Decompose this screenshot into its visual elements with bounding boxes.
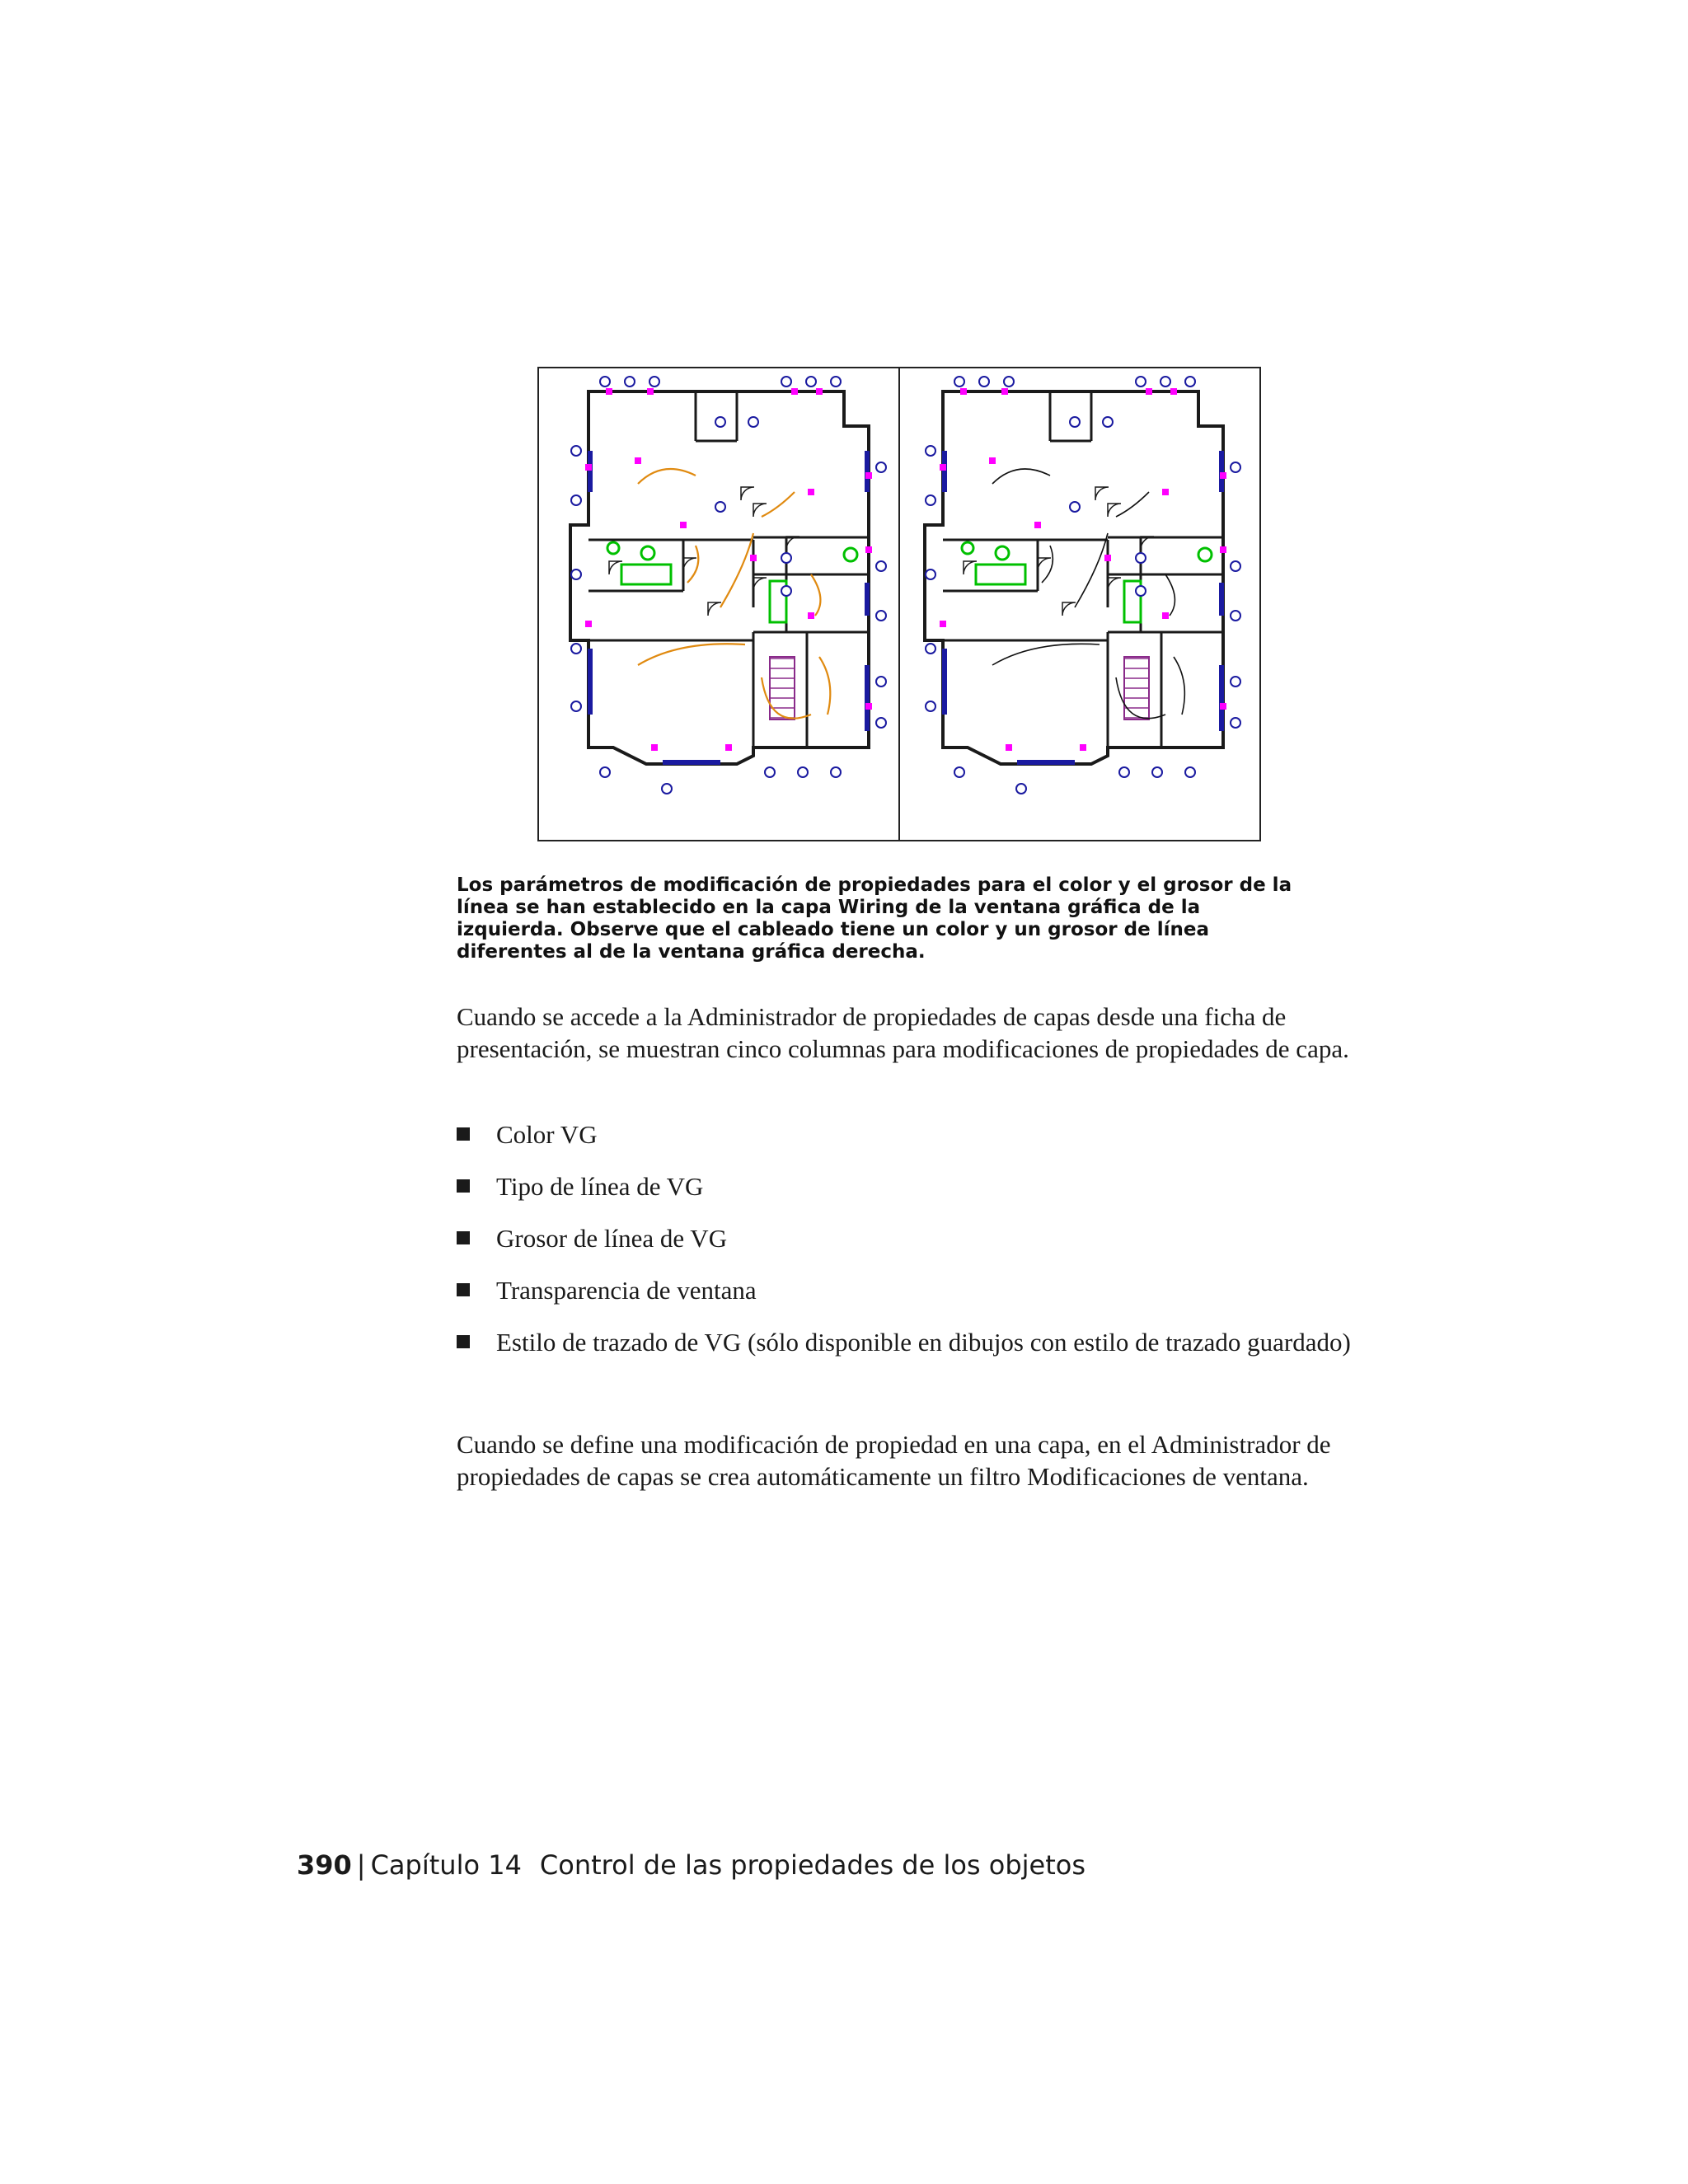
reference-tag: [954, 377, 964, 387]
floor-plan-viewports: [539, 368, 1259, 840]
bathtub: [621, 565, 671, 584]
wiring-arc: [638, 469, 696, 484]
reference-tag: [926, 569, 935, 579]
light-fixture: [940, 464, 946, 471]
light-fixture: [1220, 546, 1226, 553]
light-fixture: [808, 489, 814, 495]
wiring-arc: [992, 469, 1050, 484]
floor-plan-figure: [537, 367, 1261, 841]
figure-caption: Los parámetros de modificación de propiedades para el color y el grosor de la línea se han establecido en la capa Wiring de la ventana gráfica de la izquierda. Observe que el cableado tiene un color y un grosor de línea diferentes al de la ventana gráfica derecha.: [457, 874, 1292, 963]
bullet-square-icon: [457, 1179, 470, 1193]
paragraph-filter: Cuando se define una modificación de propiedad en una capa, en el Administrador de propiedades de capas se crea automáticamente un filtro Modificaciones de ventana.: [457, 1430, 1331, 1491]
footer-separator: |: [356, 1849, 366, 1881]
reference-tag: [1231, 677, 1240, 687]
reference-tag: [1231, 718, 1240, 728]
reference-tag: [926, 644, 935, 654]
wiring-arc: [1042, 546, 1053, 583]
sink: [844, 548, 857, 561]
light-fixture: [680, 522, 687, 528]
bullet-square-icon: [457, 1283, 470, 1296]
bullet-square-icon: [457, 1231, 470, 1244]
reference-tag: [1136, 553, 1146, 563]
bathtub: [976, 565, 1025, 584]
wiring-arc: [1116, 492, 1149, 517]
door-swing: [708, 602, 721, 616]
reference-tag: [926, 701, 935, 711]
bullet-square-icon: [457, 1127, 470, 1141]
wiring-arc: [720, 533, 753, 607]
reference-tag: [876, 677, 886, 687]
reference-tag: [876, 561, 886, 571]
door-swing: [741, 487, 754, 500]
reference-tag: [765, 767, 775, 777]
left-viewport: [570, 377, 886, 794]
list-item: Grosor de línea de VG: [457, 1222, 1380, 1254]
reference-tag: [876, 462, 886, 472]
reference-tag: [571, 569, 581, 579]
light-fixture: [808, 612, 814, 619]
reference-tag: [781, 553, 791, 563]
toilet: [996, 546, 1009, 560]
wiring-arc: [811, 574, 820, 616]
reference-tag: [1185, 767, 1195, 777]
light-fixture: [647, 388, 654, 395]
light-fixture: [1146, 388, 1152, 395]
light-fixture: [750, 555, 757, 561]
light-fixture: [1001, 388, 1008, 395]
reference-tag: [571, 644, 581, 654]
reference-tag: [1231, 462, 1240, 472]
light-fixture: [606, 388, 612, 395]
reference-tag: [571, 701, 581, 711]
door-swing: [1108, 578, 1121, 591]
reference-tag: [1231, 561, 1240, 571]
reference-tag: [1070, 502, 1080, 512]
wiring-arc: [638, 644, 745, 665]
reference-tag: [1231, 611, 1240, 621]
sink: [1198, 548, 1212, 561]
toilet: [641, 546, 654, 560]
door-swing: [753, 578, 767, 591]
door-swing: [1062, 602, 1076, 616]
reference-tag: [571, 446, 581, 456]
reference-tag: [798, 767, 808, 777]
light-fixture: [1220, 472, 1226, 479]
light-fixture: [791, 388, 798, 395]
reference-tag: [748, 417, 758, 427]
light-fixture: [865, 472, 872, 479]
reference-tag: [979, 377, 989, 387]
reference-tag: [662, 784, 672, 794]
light-fixture: [1034, 522, 1041, 528]
reference-tag: [1185, 377, 1195, 387]
light-fixture: [865, 703, 872, 710]
light-fixture: [989, 457, 996, 464]
reference-tag: [954, 767, 964, 777]
override-columns-list: [457, 1118, 1380, 1378]
reference-tag: [715, 417, 725, 427]
reference-tag: [806, 377, 816, 387]
reference-tag: [649, 377, 659, 387]
reference-tag: [1160, 377, 1170, 387]
reference-tag: [781, 377, 791, 387]
sink: [607, 542, 619, 554]
reference-tag: [926, 446, 935, 456]
reference-tag: [876, 718, 886, 728]
reference-tag: [625, 377, 635, 387]
list-item: Estilo de trazado de VG (sólo disponible en dibujos con estilo de trazado guardado): [457, 1326, 1380, 1358]
sink: [962, 542, 973, 554]
list-item: Color VG: [457, 1118, 1380, 1151]
wiring-arc: [1174, 657, 1184, 715]
light-fixture: [651, 744, 658, 751]
reference-tag: [781, 586, 791, 596]
light-fixture: [1080, 744, 1086, 751]
wiring-arc: [819, 657, 830, 715]
light-fixture: [865, 546, 872, 553]
light-fixture: [1220, 703, 1226, 710]
list-item: Tipo de línea de VG: [457, 1170, 1380, 1202]
light-fixture: [1162, 612, 1169, 619]
chapter-title: Control de las propiedades de los objetos: [539, 1849, 1086, 1881]
paragraph-intro: Cuando se accede a la Administrador de propiedades de capas desde una ficha de presentación, se muestran cinco columnas para modificaciones de propiedades de capa.: [457, 1002, 1349, 1063]
reference-tag: [876, 611, 886, 621]
page-number: 390: [297, 1849, 352, 1881]
reference-tag: [1136, 586, 1146, 596]
door-swing: [1038, 558, 1051, 571]
light-fixture: [585, 464, 592, 471]
light-fixture: [940, 621, 946, 627]
reference-tag: [1136, 377, 1146, 387]
light-fixture: [960, 388, 967, 395]
wiring-arc: [687, 546, 698, 583]
reference-tag: [1152, 767, 1162, 777]
wiring-arc: [762, 492, 795, 517]
reference-tag: [1016, 784, 1026, 794]
reference-tag: [600, 377, 610, 387]
light-fixture: [635, 457, 641, 464]
list-item: Transparencia de ventana: [457, 1274, 1380, 1306]
right-viewport: [925, 377, 1240, 794]
light-fixture: [1170, 388, 1177, 395]
bullet-square-icon: [457, 1335, 470, 1348]
wiring-arc: [1165, 574, 1175, 616]
light-fixture: [585, 621, 592, 627]
outer-wall: [570, 391, 869, 764]
wiring-arc: [1075, 533, 1108, 607]
reference-tag: [715, 502, 725, 512]
wiring-arc: [992, 644, 1100, 665]
chapter-label: Capítulo 14: [370, 1849, 522, 1881]
reference-tag: [1004, 377, 1014, 387]
light-fixture: [816, 388, 823, 395]
outer-wall: [925, 391, 1223, 764]
reference-tag: [1103, 417, 1113, 427]
door-swing: [683, 558, 696, 571]
reference-tag: [1119, 767, 1129, 777]
light-fixture: [1006, 744, 1012, 751]
light-fixture: [725, 744, 732, 751]
reference-tag: [600, 767, 610, 777]
reference-tag: [831, 377, 841, 387]
light-fixture: [1104, 555, 1111, 561]
reference-tag: [831, 767, 841, 777]
reference-tag: [571, 495, 581, 505]
light-fixture: [1162, 489, 1169, 495]
door-swing: [1095, 487, 1109, 500]
reference-tag: [1070, 417, 1080, 427]
page-footer: [297, 1849, 1085, 1882]
reference-tag: [926, 495, 935, 505]
